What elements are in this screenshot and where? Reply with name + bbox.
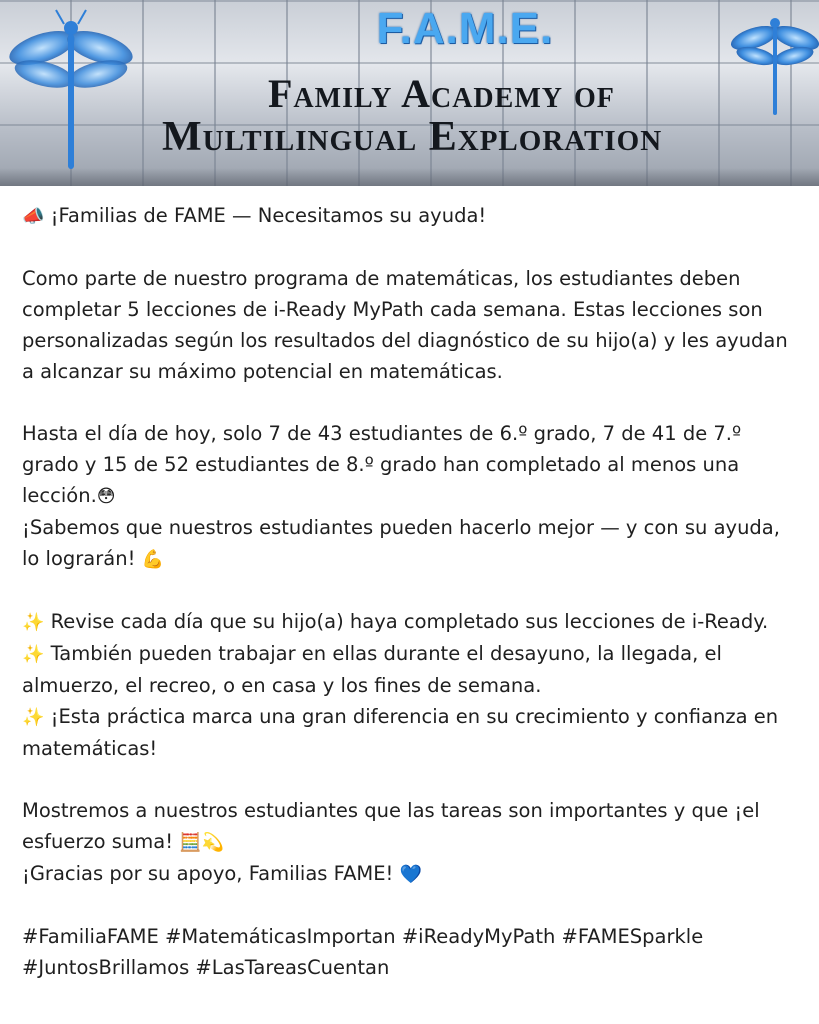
flushed-face-icon: 😳	[96, 486, 116, 507]
header-banner	[0, 0, 819, 186]
sparkles-icon: ✨	[22, 644, 45, 665]
school-name-line-2: Multilingual Exploration	[162, 114, 663, 160]
megaphone-icon: 📣	[22, 206, 45, 227]
blue-heart-icon: 💙	[399, 864, 422, 885]
paragraph-stats: Hasta el día de hoy, solo 7 de 43 estudiantes de 6.º grado, 7 de 41 de 7.º grado y 15 de 52 estudiantes de 8.º grado han completado al menos una lección.😳	[22, 422, 742, 507]
hashtags[interactable]: #FamiliaFAME #MatemáticasImportan #iReadyMyPath #FAMESparkle #JuntosBrillamos #LasTareasCuentan	[22, 925, 704, 979]
tip-item: ✨ ¡Esta práctica marca una gran diferencia en su crecimiento y confianza en matemáticas!	[22, 705, 779, 760]
abacus-icon: 🧮💫	[179, 832, 225, 853]
tip-item: ✨ Revise cada día que su hijo(a) haya completado sus lecciones de i-Ready.	[22, 610, 769, 633]
paragraph-program: Como parte de nuestro programa de matemáticas, los estudiantes deben completar 5 lecciones de i-Ready MyPath cada semana. Estas lecciones son personalizadas según los resultados del diagnóstico de su hijo(a) y les ayudan a alcanzar su máximo potencial en matemáticas.	[22, 267, 788, 383]
sparkles-icon: ✨	[22, 612, 45, 633]
sparkles-icon: ✨	[22, 707, 45, 728]
school-acronym: F.A.M.E.	[376, 4, 554, 53]
school-name-line-1: Family Academy of	[268, 71, 615, 116]
flexed-biceps-icon: 💪	[141, 549, 165, 570]
thanks-line: ¡Gracias por su apoyo, Familias FAME! 💙	[22, 862, 422, 885]
paragraph-effort: Mostremos a nuestros estudiantes que las tareas son importantes y que ¡el esfuerzo suma! 🧮💫	[22, 799, 760, 853]
post-body	[22, 200, 802, 983]
paragraph-encouragement: ¡Sabemos que nuestros estudiantes pueden hacerlo mejor — y con su ayuda, lo lograrán! 💪	[22, 516, 780, 570]
tip-item: ✨ También pueden trabajar en ellas durante el desayuno, la llegada, el almuerzo, el recreo, o en casa y los fines de semana.	[22, 642, 722, 697]
post-headline: 📣 ¡Familias de FAME — Necesitamos su ayuda!	[22, 204, 487, 227]
dragonfly-icon	[730, 8, 819, 118]
dragonfly-icon	[6, 6, 136, 176]
